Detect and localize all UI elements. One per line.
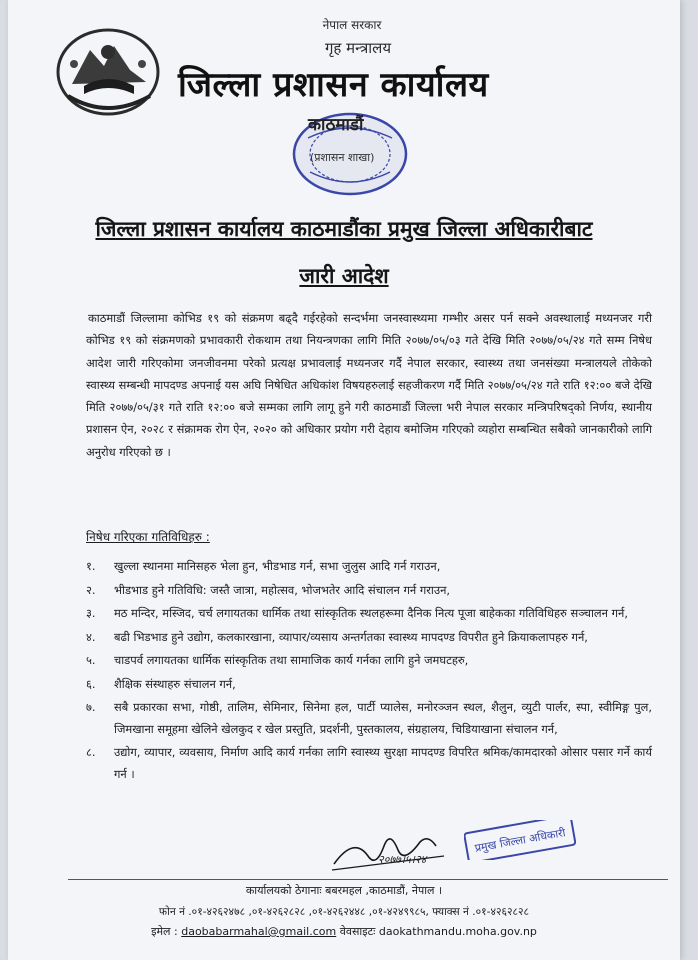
item-text: सबै प्रकारका सभा, गोष्ठी, तालिम, सेमिनार, सिनेमा हल, पार्टी प्यालेस, मनोरञ्जन स्थल, शैलुन, व्युटी पार्लर, स्पा, स्वीमिङ्ग पुल, जिमखाना समूहमा खेलिने खेलकुद र खेल प्रस्तुति, प्रदर्शनी, पुस्तकालय, संग्रहालय, चिडियाखाना संचालन गर्न, xyxy=(114,700,652,736)
list-item xyxy=(86,697,652,740)
item-number: ८. xyxy=(86,745,96,759)
list-item xyxy=(86,674,652,696)
website-label: वेवसाइटः xyxy=(339,925,376,938)
footer-phones: फोन नं .०१-४२६२४७८ ,०१-४२६२८२८ ,०१-४२६२४४८ ,०१-४२४९९८५, फ्याक्स नं .०१-४२६२८२८ xyxy=(158,906,530,918)
office-title: जिल्ला प्रशासन कार्यालय xyxy=(178,65,489,105)
document-page xyxy=(8,0,680,960)
notice-body: काठमाडौं जिल्लामा कोभिड १९ को संक्रमण बढ्दै गईरहेको सन्दर्भमा जनस्वास्थ्यमा गम्भीर असर पर्न सक्ने अवस्थालाई मध्यनजर गरी कोभिड १९ को संक्रमणको प्रभावकारी रोकथाम तथा नियन्त्रणका लागि मिति २०७७/०५/०३ गते देखि मिति २०७७/०५/२४ गते सम्म निषेध आदेश जारी गरिएकोमा जनजीवनमा परेको प्रत्यक्ष प्रभावलाई मध्यनजर गर्दै नेपाल सरकार, स्वास्थ्य तथा जनसंख्या मन्त्रालयले तोकेको स्वास्थ्य सम्बन्धी मापदण्ड अपनाई यस अघि निषेधित अधिकांश विषयहरुलाई सहजीकरण गर्दै मिति २०७७/०५/२४ गते राति १२:०० बजे देखि मिति २०७७/०५/३१ गते राति १२:०० बजे सम्मका लागि लागू हुने गरी काठमाडौं जिल्ला भरी नेपाल सरकार मन्त्रिपरिषद्को निर्णय, स्थानीय प्रशासन ऐन, २०२८ र संक्रामक रोग ऐन, २०२० को अधिकार प्रयोग गरी देहाय बमोजिम गरिएको व्यहोरा सम्बन्धित सबैको जानकारीको लागि अनुरोध गरिएको छ । xyxy=(86,311,652,459)
email-link[interactable]: daobabarmahal@gmail.com xyxy=(181,925,337,938)
item-text: खुल्ला स्थानमा मानिसहरु भेला हुन, भीडभाड गर्न, सभा जुलुस आदि गर्न गराउन, xyxy=(114,559,441,573)
branch-label: (प्रशासन शाखा) xyxy=(310,151,375,164)
list-item xyxy=(86,627,652,649)
government-label: नेपाल सरकार xyxy=(322,18,382,32)
item-number: २. xyxy=(86,582,96,597)
item-text: शैक्षिक संस्थाहरु संचालन गर्न, xyxy=(114,676,236,691)
footer-address: कार्यालयको ठेगानाः बबरमहल ,काठमाडौं, नेपाल । xyxy=(245,884,443,897)
footer-divider xyxy=(68,879,668,880)
section-heading: निषेध गरिएका गतिविधिहरु : xyxy=(86,530,210,544)
district-label: काठमाडौं xyxy=(308,115,364,135)
item-text: मठ मन्दिर, मस्जिद, चर्च लगायतका धार्मिक तथा सांस्कृतिक स्थलहरूमा दैनिक नित्य पूजा बाहेकका गतिविधिहरु सञ्चालन गर्न, xyxy=(114,606,628,620)
list-item xyxy=(86,556,652,578)
notice-title: जिल्ला प्रशासन कार्यालय काठमाडौंका प्रमुख जिल्ला अधिकारीबाट xyxy=(95,217,593,241)
footer-contact xyxy=(8,924,680,939)
list-item xyxy=(86,650,652,672)
item-number: ३. xyxy=(86,606,96,620)
list-item xyxy=(86,580,652,602)
item-text: उद्योग, व्यापार, व्यवसाय, निर्माण आदि कार्य गर्नका लागि स्वास्थ्य सुरक्षा मापदण्ड विपरित श्रमिक/कामदारको ओसार पसार गर्ने कार्य गर्न । xyxy=(114,745,652,781)
list-item xyxy=(86,603,652,625)
item-number: ७. xyxy=(86,700,96,714)
list-item xyxy=(86,742,652,785)
website-link[interactable]: daokathmandu.moha.gov.np xyxy=(378,925,537,938)
notice-subtitle: जारी आदेश xyxy=(299,264,389,288)
officer-stamp xyxy=(464,820,576,860)
item-text: भीडभाड हुने गतिविधि: जस्तै जात्रा, महोत्सव, भोजभतेर आदि संचालन गर्न गराउन, xyxy=(114,582,451,597)
item-number: ६. xyxy=(86,676,96,691)
item-text: बढी भिडभाड हुने उद्योग, कलकारखाना, व्यापार/व्यसाय अन्तर्गतका स्वास्थ्य मापदण्ड विपरीत हुने क्रियाकलापहरु गर्न, xyxy=(114,629,588,644)
item-number: १. xyxy=(86,559,96,573)
email-label: इमेल : xyxy=(151,925,178,938)
ministry-label: गृह मन्त्रालय xyxy=(324,39,392,57)
prohibited-activities-list xyxy=(86,556,652,787)
item-number: ४. xyxy=(86,629,96,644)
officer-stamp-text: प्रमुख जिल्ला अधिकारी xyxy=(473,826,567,855)
item-text: चाडपर्व लगायतका धार्मिक सांस्कृतिक तथा सामाजिक कार्य गर्नका लागि हुने जमघटहरु, xyxy=(114,653,469,667)
item-number: ५. xyxy=(86,653,96,667)
signature-date: २०७७।५।२४ xyxy=(378,853,427,866)
